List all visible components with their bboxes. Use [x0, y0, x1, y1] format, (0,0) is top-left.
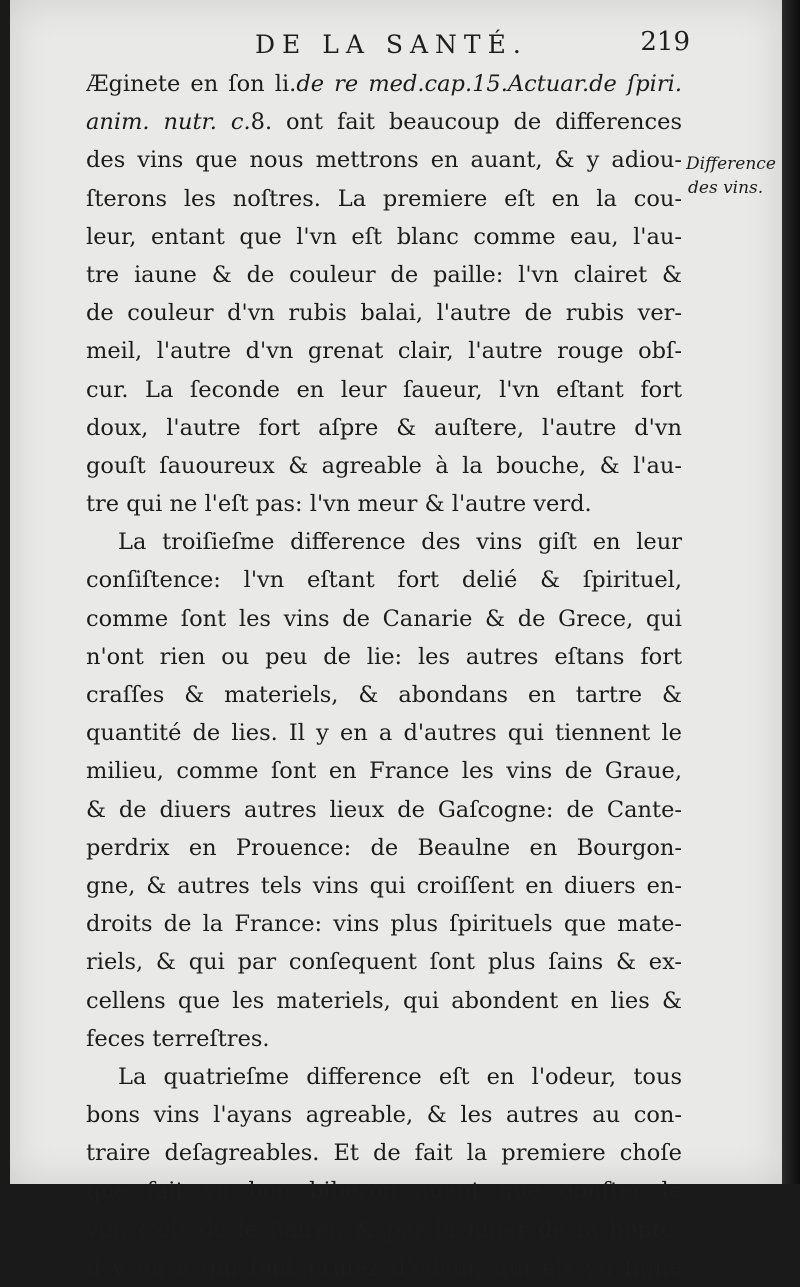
text-line: vin, c'eſt de le flairer, & par là iuger de ſa bonté:	[86, 1216, 682, 1243]
page-header	[255, 27, 690, 66]
text-line: cellens que les materiels, qui abondent en lies &	[86, 987, 682, 1014]
text-line	[86, 65, 682, 103]
text-line: cur. La ſeconde en leur ſaueur, l'vn eſtant fort	[86, 376, 682, 403]
text-line: leur, entant que l'vn eſt blanc comme eau, l'au-	[86, 223, 682, 250]
marginal-note-line: Difference	[686, 154, 776, 174]
text-line: perdrix en Prouence: de Beaulne en Bourgon-	[86, 834, 682, 861]
citation-italic: de re med.cap.15.Actuar.de ſpiri.	[296, 71, 682, 97]
text-line: gouſt ſauoureux & agreable à la bouche, & l'au-	[86, 452, 682, 479]
marginal-note	[686, 152, 780, 200]
text-line: que fait vn bon biberon auant que gouſter le	[86, 1178, 682, 1205]
text-line: ſterons les noſtres. La premiere eſt en la cou-	[86, 185, 682, 212]
text-line: comme ſont les vins de Canarie & de Grece, qui	[86, 605, 682, 632]
text-line: n'ont rien ou peu de lie: les autres eſtans fort	[86, 643, 682, 670]
page-edge-shadow	[782, 0, 800, 1184]
text-line: conſiſtence: l'vn eſtant fort delié & ſpirituel,	[86, 567, 682, 594]
text-line: droits de la France: vins plus ſpirituels que mate-	[86, 911, 682, 938]
marginal-note-line: des vins.	[688, 178, 764, 198]
text-line: milieu, comme ſont en France les vins de Graue,	[86, 758, 682, 785]
paragraph-start-line: La troiſieſme difference des vins giſt en leur	[118, 529, 682, 556]
text-line: tre qui ne l'eſt pas: l'vn meur & l'autre verd.	[86, 491, 592, 518]
body-text	[86, 65, 682, 1287]
text-line: & de diuers autres lieux de Gaſcogne: de Cante-	[86, 796, 682, 823]
text-line: doux, l'autre fort aſpre & auſtere, l'autre d'vn	[86, 414, 682, 441]
text-line: tre iaune & de couleur de paille: l'vn clairet &	[86, 261, 682, 288]
text-line: gne, & autres tels vins qui croiſſent en diuers en-	[86, 872, 682, 899]
text-segment: 8. ont fait beaucoup de differences	[250, 109, 682, 136]
text-line: des vins que nous mettrons en auant, & y adiou-	[86, 147, 682, 174]
text-line: bons vins l'ayans agreable, & les autres au con-	[86, 1102, 682, 1129]
text-line	[86, 103, 682, 141]
paragraph-start-line: La quatrieſme difference eſt en l'odeur, tous	[118, 1063, 682, 1090]
running-head: DE LA SANTÉ.	[255, 30, 528, 59]
citation-italic: anim. nutr. c.	[86, 109, 251, 136]
text-segment: Æginete en ſon li.	[86, 71, 297, 97]
text-line: craſſes & materiels, & abondans en tartre &	[86, 682, 682, 708]
text-line: il y en a qui ſont priuez d'odeur, qui eſt vn ſigne	[86, 1254, 682, 1281]
text-line: feces terreſtres.	[86, 1025, 270, 1052]
text-line: riels, & qui par conſequent ſont plus ſains & ex-	[86, 949, 682, 976]
text-line: meil, l'autre d'vn grenat clair, l'autre rouge obſ-	[86, 338, 682, 365]
page-number: 219	[640, 27, 690, 57]
text-line: de couleur d'vn rubis balai, l'autre de rubis ver-	[86, 300, 682, 327]
text-line: quantité de lies. Il y en a d'autres qui tiennent le	[86, 720, 682, 747]
text-line: traire deſagreables. Et de fait la premiere choſe	[86, 1140, 682, 1167]
